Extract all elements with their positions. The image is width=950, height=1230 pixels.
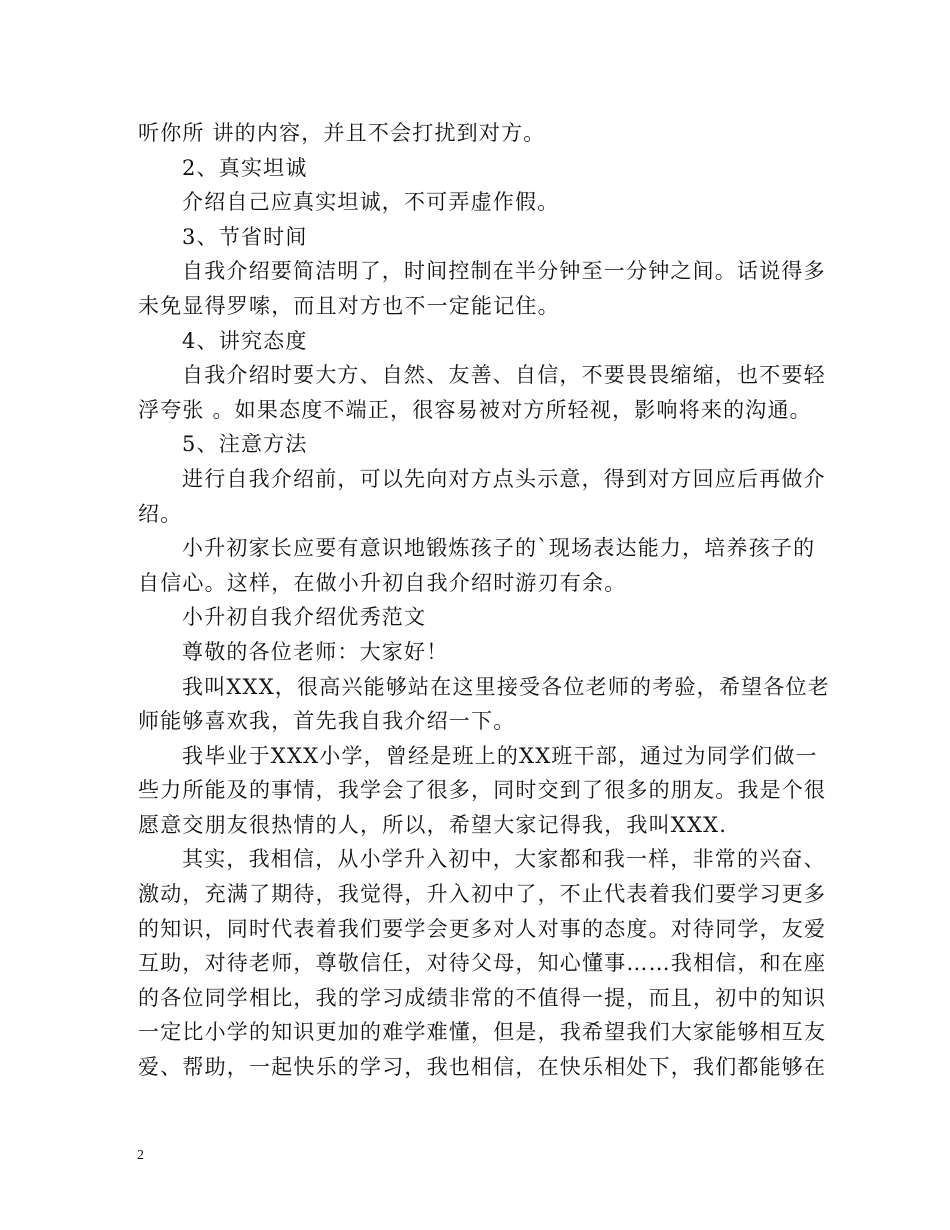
text-line: 介绍自己应真实坦诚，不可弄虚作假。	[182, 190, 560, 215]
text-line: 5、注意方法	[182, 432, 308, 457]
text-line: 尊敬的各位老师：大家好！	[182, 639, 449, 664]
text-line: 其实，我相信，从小学升入初中，大家都和我一样，非常的兴奋、	[182, 847, 826, 872]
paragraph	[138, 600, 816, 635]
text-line: 激动，充满了期待，我觉得，升入初中了，不止代表着我们要学习更多	[138, 882, 827, 907]
paragraph	[138, 670, 830, 739]
text-line: 2、真实坦诚	[182, 155, 308, 180]
paragraph	[138, 151, 816, 186]
text-line: 一定比小学的知识更加的难学难懂，但是，我希望我们大家能够相互友	[138, 1020, 827, 1045]
text-line: 我毕业于XXX小学，曾经是班上的XX班干部，通过为同学们做一	[182, 743, 818, 768]
text-line: 自我介绍要简洁明了，时间控制在半分钟至一分钟之间。话说得多	[182, 259, 826, 284]
text-line: 3、节省时间	[182, 224, 308, 249]
text-line: 未免显得罗嗦，而且对方也不一定能记住。	[138, 293, 560, 318]
text-line: 绍。	[138, 501, 183, 526]
text-line: 小升初自我介绍优秀范文	[182, 605, 427, 630]
text-line: 我叫XXX，很高兴能够站在这里接受各位老师的考验，希望各位老	[182, 674, 830, 699]
text-line: 4、讲究态度	[182, 328, 308, 353]
paragraph	[138, 254, 826, 323]
paragraph	[138, 842, 827, 1084]
paragraph	[138, 635, 816, 670]
paragraph	[138, 531, 816, 600]
document-body	[138, 116, 830, 1085]
paragraph	[138, 427, 816, 462]
text-line: 的知识，同时代表着我们要学会更多对人对事的态度。对待同学，友爱	[138, 916, 827, 941]
paragraph	[138, 358, 826, 427]
text-line: 愿意交朋友很热情的人，所以，希望大家记得我，我叫XXX.	[138, 812, 728, 837]
text-line: 自我介绍时要大方、自然、友善、自信，不要畏畏缩缩，也不要轻	[182, 363, 826, 388]
text-line: 进行自我介绍前，可以先向对方点头示意，得到对方回应后再做介	[182, 466, 826, 491]
text-line: 师能够喜欢我，首先我自我介绍一下。	[138, 709, 516, 734]
paragraph	[138, 185, 816, 220]
text-line: 爱、帮助，一起快乐的学习，我也相信，在快乐相处下，我们都能够在	[138, 1055, 827, 1080]
text-line: 听你所 讲的内容，并且不会打扰到对方。	[138, 121, 546, 145]
paragraph	[138, 462, 826, 531]
paragraph	[138, 116, 816, 151]
text-line: 浮夸张 。如果态度不端正，很容易被对方所轻视，影响将来的沟通。	[138, 397, 812, 422]
paragraph	[138, 220, 816, 255]
paragraph	[138, 739, 827, 843]
text-line: 自信心。这样，在做小升初自我介绍时游刃有余。	[138, 570, 627, 595]
text-line: 小升初家长应要有意识地锻炼孩子的`现场表达能力，培养孩子的	[182, 536, 816, 561]
page-number: 2	[137, 1148, 144, 1163]
paragraph	[138, 324, 816, 359]
text-line: 的各位同学相比，我的学习成绩非常的不值得一提，而且，初中的知识	[138, 985, 827, 1010]
text-line: 互助，对待老师，尊敬信任，对待父母，知心懂事……我相信，和在座	[138, 951, 827, 976]
text-line: 些力所能及的事情，我学会了很多，同时交到了很多的朋友。我是个很	[138, 778, 827, 803]
